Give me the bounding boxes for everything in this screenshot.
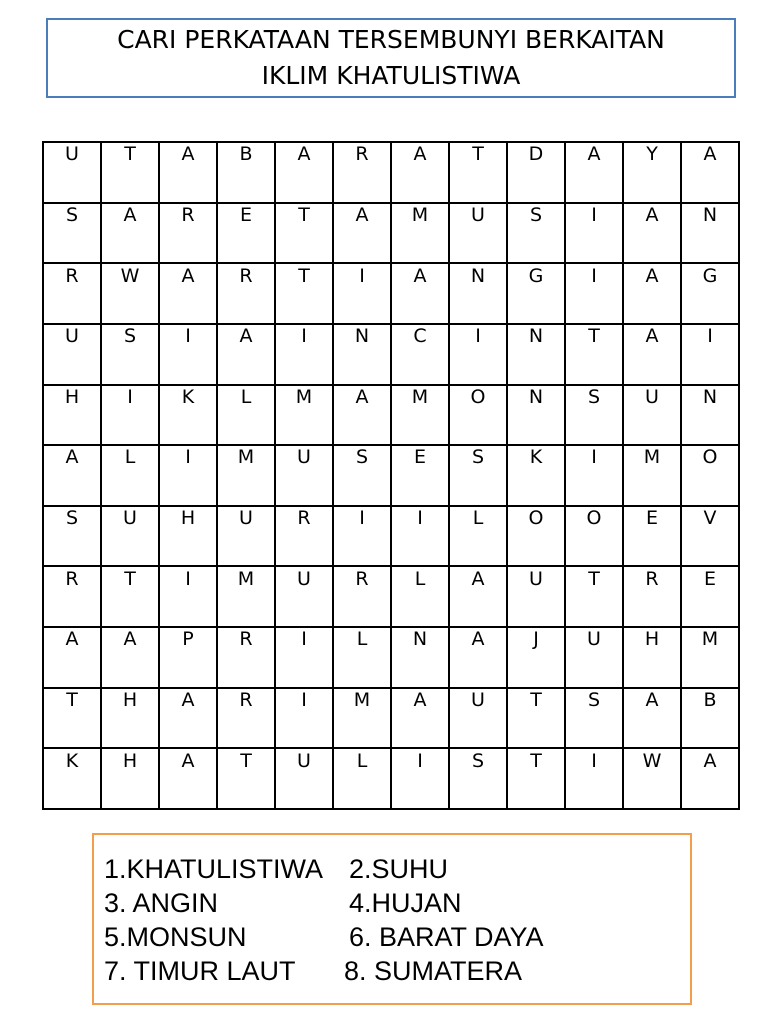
grid-cell[interactable] [565,445,623,506]
grid-letter: N [528,385,544,408]
grid-cell[interactable] [275,263,333,324]
grid-letter: I [301,628,307,651]
grid-cell[interactable] [275,506,333,567]
grid-cell[interactable] [159,445,217,506]
grid-cell[interactable] [101,688,159,749]
grid-cell[interactable] [681,445,739,506]
grid-cell[interactable] [159,142,217,203]
title-box [46,18,736,98]
grid-cell[interactable] [275,142,333,203]
grid-cell[interactable] [275,748,333,809]
grid-cell[interactable] [391,506,449,567]
grid-letter: S [123,325,137,348]
grid-letter: T [530,749,542,772]
grid-cell[interactable] [449,627,507,688]
grid-cell[interactable] [275,324,333,385]
grid-cell[interactable] [275,385,333,446]
grid-cell[interactable] [333,506,391,567]
grid-cell[interactable] [43,263,101,324]
grid-letter: I [185,446,191,469]
grid-letter: A [471,628,485,651]
grid-letter: T [298,203,310,226]
grid-cell[interactable] [507,506,565,567]
grid-cell[interactable] [43,445,101,506]
grid-row [43,688,739,749]
grid-cell[interactable] [217,566,275,627]
grid-letter: S [587,688,601,711]
grid-letter: O [586,507,602,530]
word-list-item: 3. ANGIN [104,888,219,918]
grid-letter: R [355,567,369,590]
grid-letter: S [355,446,369,469]
grid-letter: A [413,264,427,287]
grid-letter: A [65,628,79,651]
grid-cell[interactable] [623,142,681,203]
grid-letter: H [122,688,138,711]
grid-cell[interactable] [565,324,623,385]
grid-letter: R [355,143,369,166]
grid-cell[interactable] [217,748,275,809]
grid-cell[interactable] [449,385,507,446]
grid-letter: A [181,749,195,772]
grid-cell[interactable] [43,748,101,809]
grid-letter: S [471,749,485,772]
grid-letter: I [127,385,133,408]
grid-cell[interactable] [623,385,681,446]
grid-cell[interactable] [217,263,275,324]
grid-letter: H [122,749,138,772]
grid-cell[interactable] [391,748,449,809]
grid-cell[interactable] [623,627,681,688]
grid-letter: M [701,628,719,651]
grid-letter: T [472,143,484,166]
grid-cell[interactable] [623,203,681,264]
grid-letter: G [528,264,544,287]
grid-letter: G [702,264,718,287]
grid-cell[interactable] [217,445,275,506]
grid-cell[interactable] [101,506,159,567]
grid-cell[interactable] [159,688,217,749]
grid-cell[interactable] [101,324,159,385]
grid-cell[interactable] [391,324,449,385]
grid-letter: T [588,567,600,590]
grid-letter: P [182,628,194,651]
grid-letter: E [703,567,716,590]
grid-cell[interactable] [623,263,681,324]
grid-cell[interactable] [333,627,391,688]
word-list-item: 6. BARAT DAYA [349,922,544,952]
grid-cell[interactable] [43,324,101,385]
grid-letter: S [529,203,543,226]
grid-letter: U [297,749,311,772]
grid-cell[interactable] [43,142,101,203]
grid-letter: S [65,203,79,226]
grid-letter: A [355,385,369,408]
grid-cell[interactable] [565,748,623,809]
grid-letter: N [702,203,718,226]
grid-letter: K [529,446,543,469]
grid-row [43,142,739,203]
grid-cell[interactable] [507,203,565,264]
grid-letter: L [240,385,252,408]
grid-letter: M [353,688,371,711]
grid-letter: B [703,688,717,711]
grid-letter: R [239,688,253,711]
grid-letter: I [591,203,597,226]
grid-letter: H [64,385,80,408]
grid-letter: L [356,628,368,651]
grid-row [43,748,739,809]
grid-letter: I [475,325,481,348]
title-line-2: IKLIM KHATULISTIWA [261,61,521,90]
grid-cell[interactable] [101,566,159,627]
grid-letter: S [587,385,601,408]
grid-cell[interactable] [449,506,507,567]
grid-letter: T [240,749,252,772]
grid-cell[interactable] [565,688,623,749]
grid-cell[interactable] [43,627,101,688]
grid-cell[interactable] [681,324,739,385]
grid-letter: A [703,143,717,166]
grid-cell[interactable] [333,203,391,264]
grid-cell[interactable] [681,506,739,567]
grid-row [43,445,739,506]
grid-letter: K [181,385,195,408]
grid-letter: M [237,567,255,590]
grid-cell[interactable] [507,748,565,809]
grid-cell[interactable] [565,627,623,688]
grid-letter: C [413,325,427,348]
grid-letter: A [703,749,717,772]
grid-cell[interactable] [333,566,391,627]
grid-cell[interactable] [681,566,739,627]
grid-cell[interactable] [623,506,681,567]
grid-cell[interactable] [275,627,333,688]
grid-letter: U [297,446,311,469]
grid-letter: Y [646,143,658,166]
grid-cell[interactable] [507,445,565,506]
grid-letter: I [591,749,597,772]
grid-cell[interactable] [449,142,507,203]
grid-letter: U [123,507,137,530]
grid-cell[interactable] [391,627,449,688]
grid-cell[interactable] [623,748,681,809]
grid-cell[interactable] [507,263,565,324]
grid-letter: O [528,507,544,530]
grid-cell[interactable] [43,688,101,749]
grid-cell[interactable] [507,385,565,446]
grid-letter: J [533,628,539,651]
grid-letter: A [645,203,659,226]
grid-letter: A [645,325,659,348]
grid-letter: A [65,446,79,469]
grid-cell[interactable] [681,263,739,324]
grid-cell[interactable] [449,203,507,264]
grid-letter: U [297,567,311,590]
grid-letter: K [65,749,79,772]
grid-letter: A [181,143,195,166]
grid-cell[interactable] [333,263,391,324]
grid-letter: U [471,688,485,711]
grid-cell[interactable] [101,263,159,324]
word-list-box [92,833,692,1005]
grid-cell[interactable] [391,566,449,627]
grid-letter: N [528,325,544,348]
grid-cell[interactable] [565,142,623,203]
grid-letter: M [643,446,661,469]
grid-letter: R [65,264,79,287]
grid-letter: R [239,264,253,287]
grid-row [43,385,739,446]
grid-cell[interactable] [681,748,739,809]
grid-letter: A [355,203,369,226]
grid-letter: A [181,688,195,711]
grid-cell[interactable] [43,506,101,567]
grid-cell[interactable] [507,324,565,385]
grid-cell[interactable] [449,263,507,324]
grid-cell[interactable] [391,688,449,749]
grid-letter: I [591,446,597,469]
grid-cell[interactable] [101,748,159,809]
grid-letter: A [413,143,427,166]
grid-letter: U [645,385,659,408]
grid-letter: B [239,143,253,166]
grid-letter: M [411,385,429,408]
grid-cell[interactable] [217,506,275,567]
grid-letter: M [295,385,313,408]
grid-cell[interactable] [275,566,333,627]
grid-cell[interactable] [101,627,159,688]
grid-cell[interactable] [43,203,101,264]
grid-letter: I [185,567,191,590]
grid-cell[interactable] [449,688,507,749]
grid-cell[interactable] [217,385,275,446]
grid-cell[interactable] [101,203,159,264]
grid-cell[interactable] [159,203,217,264]
grid-letter: T [588,325,600,348]
grid-letter: N [412,628,428,651]
grid-letter: A [123,203,137,226]
grid-cell[interactable] [681,385,739,446]
grid-cell[interactable] [449,748,507,809]
grid-letter: A [123,628,137,651]
grid-cell[interactable] [275,688,333,749]
grid-letter: I [359,264,365,287]
grid-cell[interactable] [159,324,217,385]
grid-cell[interactable] [681,142,739,203]
grid-letter: R [65,567,79,590]
grid-cell[interactable] [217,627,275,688]
grid-row [43,324,739,385]
word-search-grid [42,141,740,810]
grid-row [43,203,739,264]
grid-letter: I [417,749,423,772]
grid-letter: A [181,264,195,287]
grid-cell[interactable] [391,385,449,446]
word-list-item: 1.KHATULISTIWA [104,854,324,884]
grid-cell[interactable] [507,627,565,688]
word-list-item: 8. SUMATERA [344,956,523,986]
grid-letter: S [65,507,79,530]
grid-letter: T [124,567,136,590]
grid-cell[interactable] [101,445,159,506]
grid-letter: N [470,264,486,287]
word-list-item: 5.MONSUN [104,922,247,952]
grid-letter: L [356,749,368,772]
grid-letter: R [181,203,195,226]
grid-letter: A [413,688,427,711]
grid-letter: I [301,325,307,348]
grid-letter: E [239,203,252,226]
grid-letter: A [587,143,601,166]
grid-letter: S [471,446,485,469]
grid-letter: R [297,507,311,530]
grid-cell[interactable] [101,385,159,446]
grid-cell[interactable] [565,385,623,446]
grid-cell[interactable] [681,688,739,749]
grid-letter: W [642,749,662,772]
grid-cell[interactable] [565,506,623,567]
grid-row [43,566,739,627]
grid-cell[interactable] [391,445,449,506]
grid-cell[interactable] [391,142,449,203]
grid-letter: E [413,446,426,469]
grid-cell[interactable] [623,324,681,385]
grid-letter: A [645,688,659,711]
grid-cell[interactable] [565,566,623,627]
grid-cell[interactable] [333,748,391,809]
grid-letter: I [301,688,307,711]
grid-cell[interactable] [449,324,507,385]
grid-letter: I [359,507,365,530]
grid-cell[interactable] [333,385,391,446]
grid-letter: U [529,567,543,590]
word-list-item: 7. TIMUR LAUT [104,956,296,986]
grid-cell[interactable] [391,203,449,264]
grid-cell[interactable] [159,263,217,324]
grid-letter: D [528,143,544,166]
grid-letter: I [591,264,597,287]
grid-cell[interactable] [159,627,217,688]
grid-letter: U [471,203,485,226]
grid-cell[interactable] [217,142,275,203]
grid-cell[interactable] [681,627,739,688]
grid-cell[interactable] [333,324,391,385]
grid-letter: N [702,385,718,408]
grid-cell[interactable] [681,203,739,264]
grid-cell[interactable] [101,142,159,203]
grid-cell[interactable] [275,203,333,264]
grid-letter: T [66,688,78,711]
grid-cell[interactable] [507,566,565,627]
grid-cell[interactable] [623,445,681,506]
grid-letter: L [124,446,136,469]
grid-cell[interactable] [43,566,101,627]
grid-cell[interactable] [507,142,565,203]
title-line-1: CARI PERKATAAN TERSEMBUNYI BERKAITAN [117,25,665,54]
grid-cell[interactable] [565,263,623,324]
grid-letter: M [237,446,255,469]
grid-cell[interactable] [159,385,217,446]
grid-row [43,506,739,567]
grid-cell[interactable] [43,385,101,446]
grid-letter: M [411,203,429,226]
grid-row [43,627,739,688]
grid-letter: L [472,507,484,530]
grid-letter: T [124,143,136,166]
grid-cell[interactable] [507,688,565,749]
grid-letter: V [703,507,717,530]
grid-cell[interactable] [391,263,449,324]
grid-letter: U [239,507,253,530]
grid-cell[interactable] [217,324,275,385]
grid-cell[interactable] [623,688,681,749]
grid-letter: U [587,628,601,651]
grid-letter: N [354,325,370,348]
grid-letter: T [298,264,310,287]
grid-letter: U [65,143,79,166]
grid-cell[interactable] [217,688,275,749]
grid-letter: T [530,688,542,711]
grid-cell[interactable] [159,506,217,567]
grid-cell[interactable] [217,203,275,264]
grid-letter: O [702,446,718,469]
grid-cell[interactable] [623,566,681,627]
grid-letter: W [120,264,140,287]
grid-cell[interactable] [275,445,333,506]
grid-letter: I [417,507,423,530]
grid-letter: H [180,507,196,530]
grid-letter: H [644,628,660,651]
grid-row [43,263,739,324]
grid-letter: A [297,143,311,166]
grid-letter: L [414,567,426,590]
grid-letter: R [239,628,253,651]
grid-letter: O [470,385,486,408]
grid-cell[interactable] [449,445,507,506]
grid-letter: A [645,264,659,287]
grid-cell[interactable] [449,566,507,627]
grid-cell[interactable] [159,566,217,627]
grid-letter: A [239,325,253,348]
grid-letter: A [471,567,485,590]
grid-cell[interactable] [333,688,391,749]
grid-letter: I [707,325,713,348]
word-list-item: 2.SUHU [349,854,449,884]
grid-letter: R [645,567,659,590]
grid-cell[interactable] [565,203,623,264]
grid-letter: U [65,325,79,348]
word-list-item: 4.HUJAN [349,888,462,918]
grid-cell[interactable] [159,748,217,809]
grid-letter: E [645,507,658,530]
grid-letter: I [185,325,191,348]
grid-cell[interactable] [333,142,391,203]
grid-cell[interactable] [333,445,391,506]
